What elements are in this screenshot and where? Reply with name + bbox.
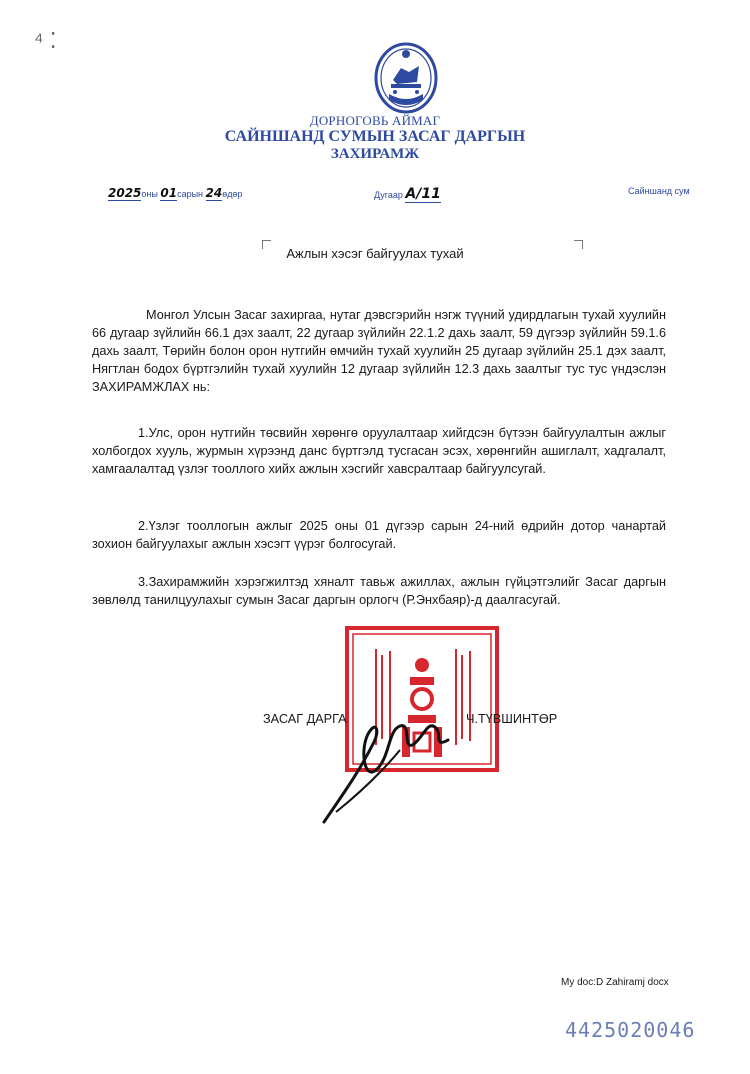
number-field — [374, 186, 441, 202]
scan-marks: ⁴ ⁚ — [34, 28, 57, 53]
registration-number: 4425020046 — [565, 1018, 696, 1042]
sum-title: САЙНШАНД СУМЫН ЗАСАГ ДАРГЫН — [224, 128, 526, 145]
document-type: ЗАХИРАМЖ — [330, 146, 420, 162]
aimag-name: ДОРНОГОВЬ АЙМАГ — [309, 113, 441, 128]
number-label: Дугаар — [374, 190, 403, 200]
order-item-1: 1.Улс, орон нутгийн төсвийн хөрөнгө оруулалтаар хийгдсэн бүтээн байгуулалтын ажлыг холбогдох хууль, журмын хүрээнд данс бүртгэлд тусгасан эсэх, хөрөнгийн ашиглалт, хадгалалт, хамгаалалтад үзлэг тооллого хийх ажлын хэсгийг хавсралтаар байгуулсугай. — [92, 426, 666, 476]
preamble-paragraph: Монгол Улсын Засаг захиргаа, нутаг дэвсгэрийн нэгж түүний удирдлагын тухай хуулийн 66 дугаар зүйлийн 66.1 дэх заалт, 22 дугаар зүйлийн 22.1.2 дахь заалт, 59 дүгээр зүйлийн 59.1.6 дахь заалт, Төрийн болон орон нутгийн өмчийн тухай хуулийн 25 дугаар зүйлийн 25.1 дэх заалт, Нягтлан бодох бүртгэлийн тухай хуулийн 12 дугаар зүйлийн 12.3 дахь заалтыг тус тус үндэслэн ЗАХИРАМЖЛАХ нь: — [92, 308, 666, 394]
date-day-suffix: өдөр — [222, 189, 243, 199]
order-item-3: 3.Захирамжийн хэрэгжилтэд хяналт тавьж ажиллах, ажлын гүйцэтгэлийг Засаг даргын зөвлөлд танилцуулахыг сумын Засаг даргын орлогч (Р.Энхбаяр)-д даалгасугай. — [92, 575, 666, 607]
place-name: Сайншанд сум — [628, 186, 690, 196]
order-item-2: 2.Үзлэг тооллогын ажлыг 2025 оны 01 дүгээр сарын 24-ний өдрийн дотор чанартай зохион байгуулахыг ажлын хэсэгт үүрэг болгосугай. — [92, 519, 666, 551]
date-day: 24 — [205, 186, 223, 200]
date-month: 01 — [160, 186, 178, 200]
subject-title: Ажлын хэсэг байгуулах тухай — [286, 246, 464, 261]
date-year-suffix: оны — [141, 189, 158, 199]
date-field — [108, 186, 243, 200]
signatory-title: ЗАСАГ ДАРГА — [263, 712, 347, 726]
state-emblem-icon — [373, 42, 439, 118]
document-reference: My doc:D Zahiramj docx — [561, 977, 669, 988]
document-number: А/11 — [405, 186, 441, 202]
date-month-suffix: сарын — [177, 189, 204, 199]
date-year: 2025 — [108, 186, 142, 200]
signatory-name: Ч.ТҮВШИНТӨР — [466, 712, 558, 726]
